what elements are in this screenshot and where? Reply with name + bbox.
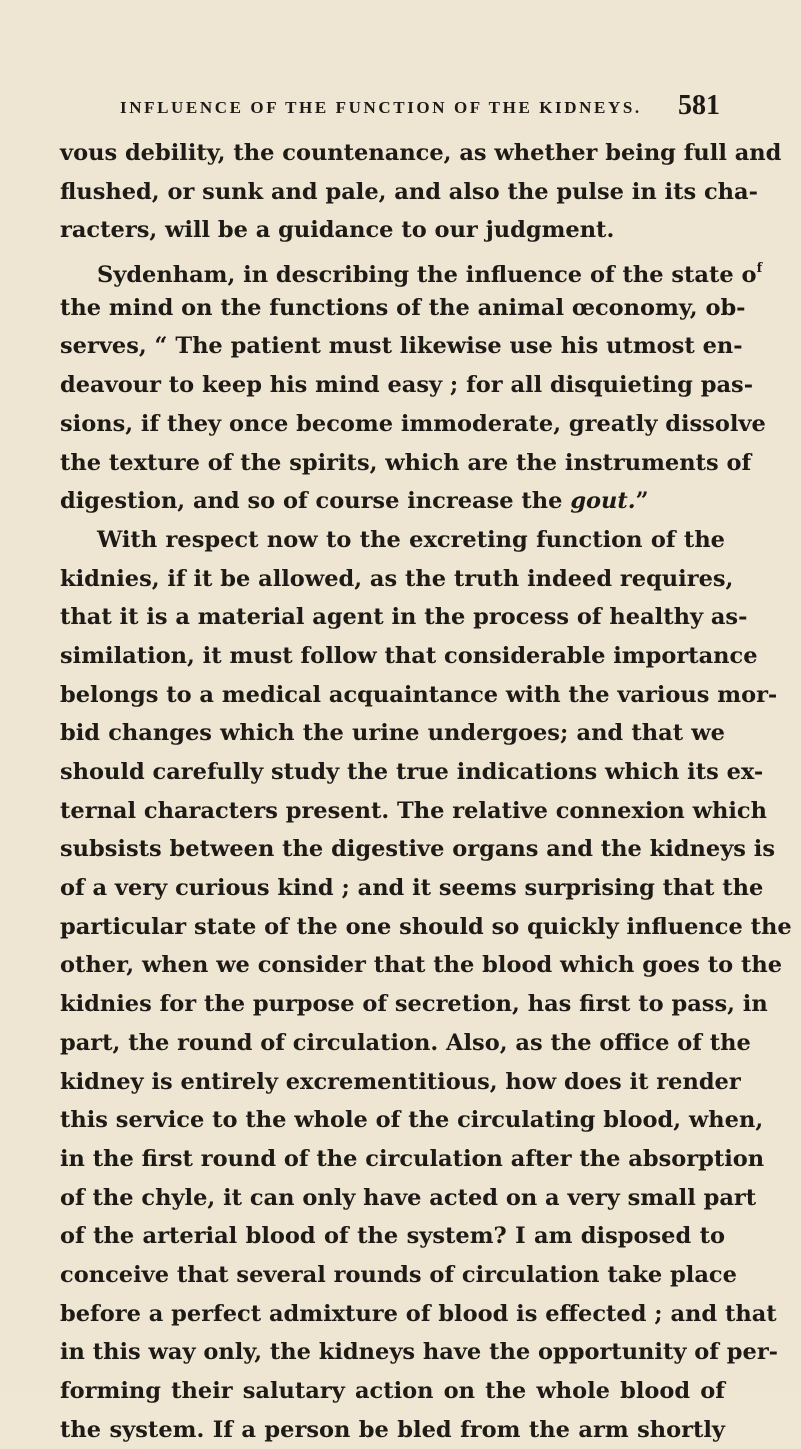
page-header <box>120 90 720 124</box>
text-line <box>60 482 725 521</box>
text-line: kidnies for the purpose of secretion, has first to pass, in <box>60 991 768 1018</box>
text-line: the texture of the spirits, which are the instruments of <box>60 449 752 476</box>
text-line: the mind on the functions of the animal œconomy, ob- <box>60 294 746 321</box>
text-line: sions, if they once become immoderate, greatly dissolve <box>60 410 766 437</box>
page-number: 581 <box>678 90 720 121</box>
text-line: other, when we consider that the blood which goes to the <box>60 952 783 979</box>
text-line: in the first round of the circulation after the absorption <box>60 1145 765 1172</box>
running-title: INFLUENCE OF THE FUNCTION OF THE KIDNEYS. <box>120 98 642 117</box>
text-line: part, the round of circulation. Also, as the office of the <box>60 1029 751 1056</box>
text-line: of a very curious kind ; and it seems surprising that the <box>60 875 764 902</box>
superscript-letter: f <box>756 261 763 277</box>
text-line: before a perfect admixture of blood is effected ; and that <box>60 1300 777 1327</box>
text-line: With respect now to the excreting function of the <box>97 526 725 553</box>
text-line: flushed, or sunk and pale, and also the pulse in its cha- <box>60 178 758 205</box>
text-line: kidnies, if it be allowed, as the truth indeed requires, <box>60 565 734 592</box>
text-line: should carefully study the true indications which its ex- <box>60 759 764 785</box>
text-line <box>60 250 763 289</box>
italic-word: gout. <box>570 488 636 515</box>
text-line: of the arterial blood of the system? I am disposed to <box>60 1223 725 1250</box>
text-line: belongs to a medical acquaintance with the various mor- <box>60 681 778 708</box>
text-line: kidney is entirely excrementitious, how does it render <box>60 1068 741 1095</box>
text-fragment: ” <box>635 488 649 515</box>
text-line: forming their salutary action on the whole blood of <box>60 1378 725 1404</box>
text-line: similation, it must follow that considerable importance <box>60 642 758 669</box>
text-line: in this way only, the kidneys have the opportunity of per- <box>60 1339 779 1366</box>
text-line: bid changes which the urine undergoes; and that we <box>60 720 725 747</box>
text-fragment: digestion, and so of course increase the <box>60 488 571 515</box>
text-line: particular state of the one should so quickly influence the <box>60 913 792 940</box>
text-line: the system. If a person be bled from the arm shortly <box>60 1416 725 1443</box>
text-line: ternal characters present. The relative connexion which <box>60 797 767 824</box>
text-line: deavour to keep his mind easy ; for all disquieting pas- <box>60 372 754 399</box>
body-text <box>60 134 792 1449</box>
text-line: that it is a material agent in the process of healthy as- <box>60 604 748 631</box>
text-line: this service to the whole of the circulating blood, when, <box>60 1107 764 1134</box>
text-line: of the chyle, it can only have acted on a very small part <box>60 1184 757 1211</box>
text-line: vous debility, the countenance, as whether being full and <box>60 140 782 166</box>
text-line: racters, will be a guidance to our judgment. <box>60 217 615 244</box>
text-fragment: Sydenham, in describing the influence of the state o <box>97 262 757 289</box>
text-line: subsists between the digestive organs and the kidneys is <box>60 836 775 863</box>
text-line: conceive that several rounds of circulation take place <box>60 1261 737 1288</box>
text-line: serves, “ The patient must likewise use his utmost en- <box>60 333 743 360</box>
